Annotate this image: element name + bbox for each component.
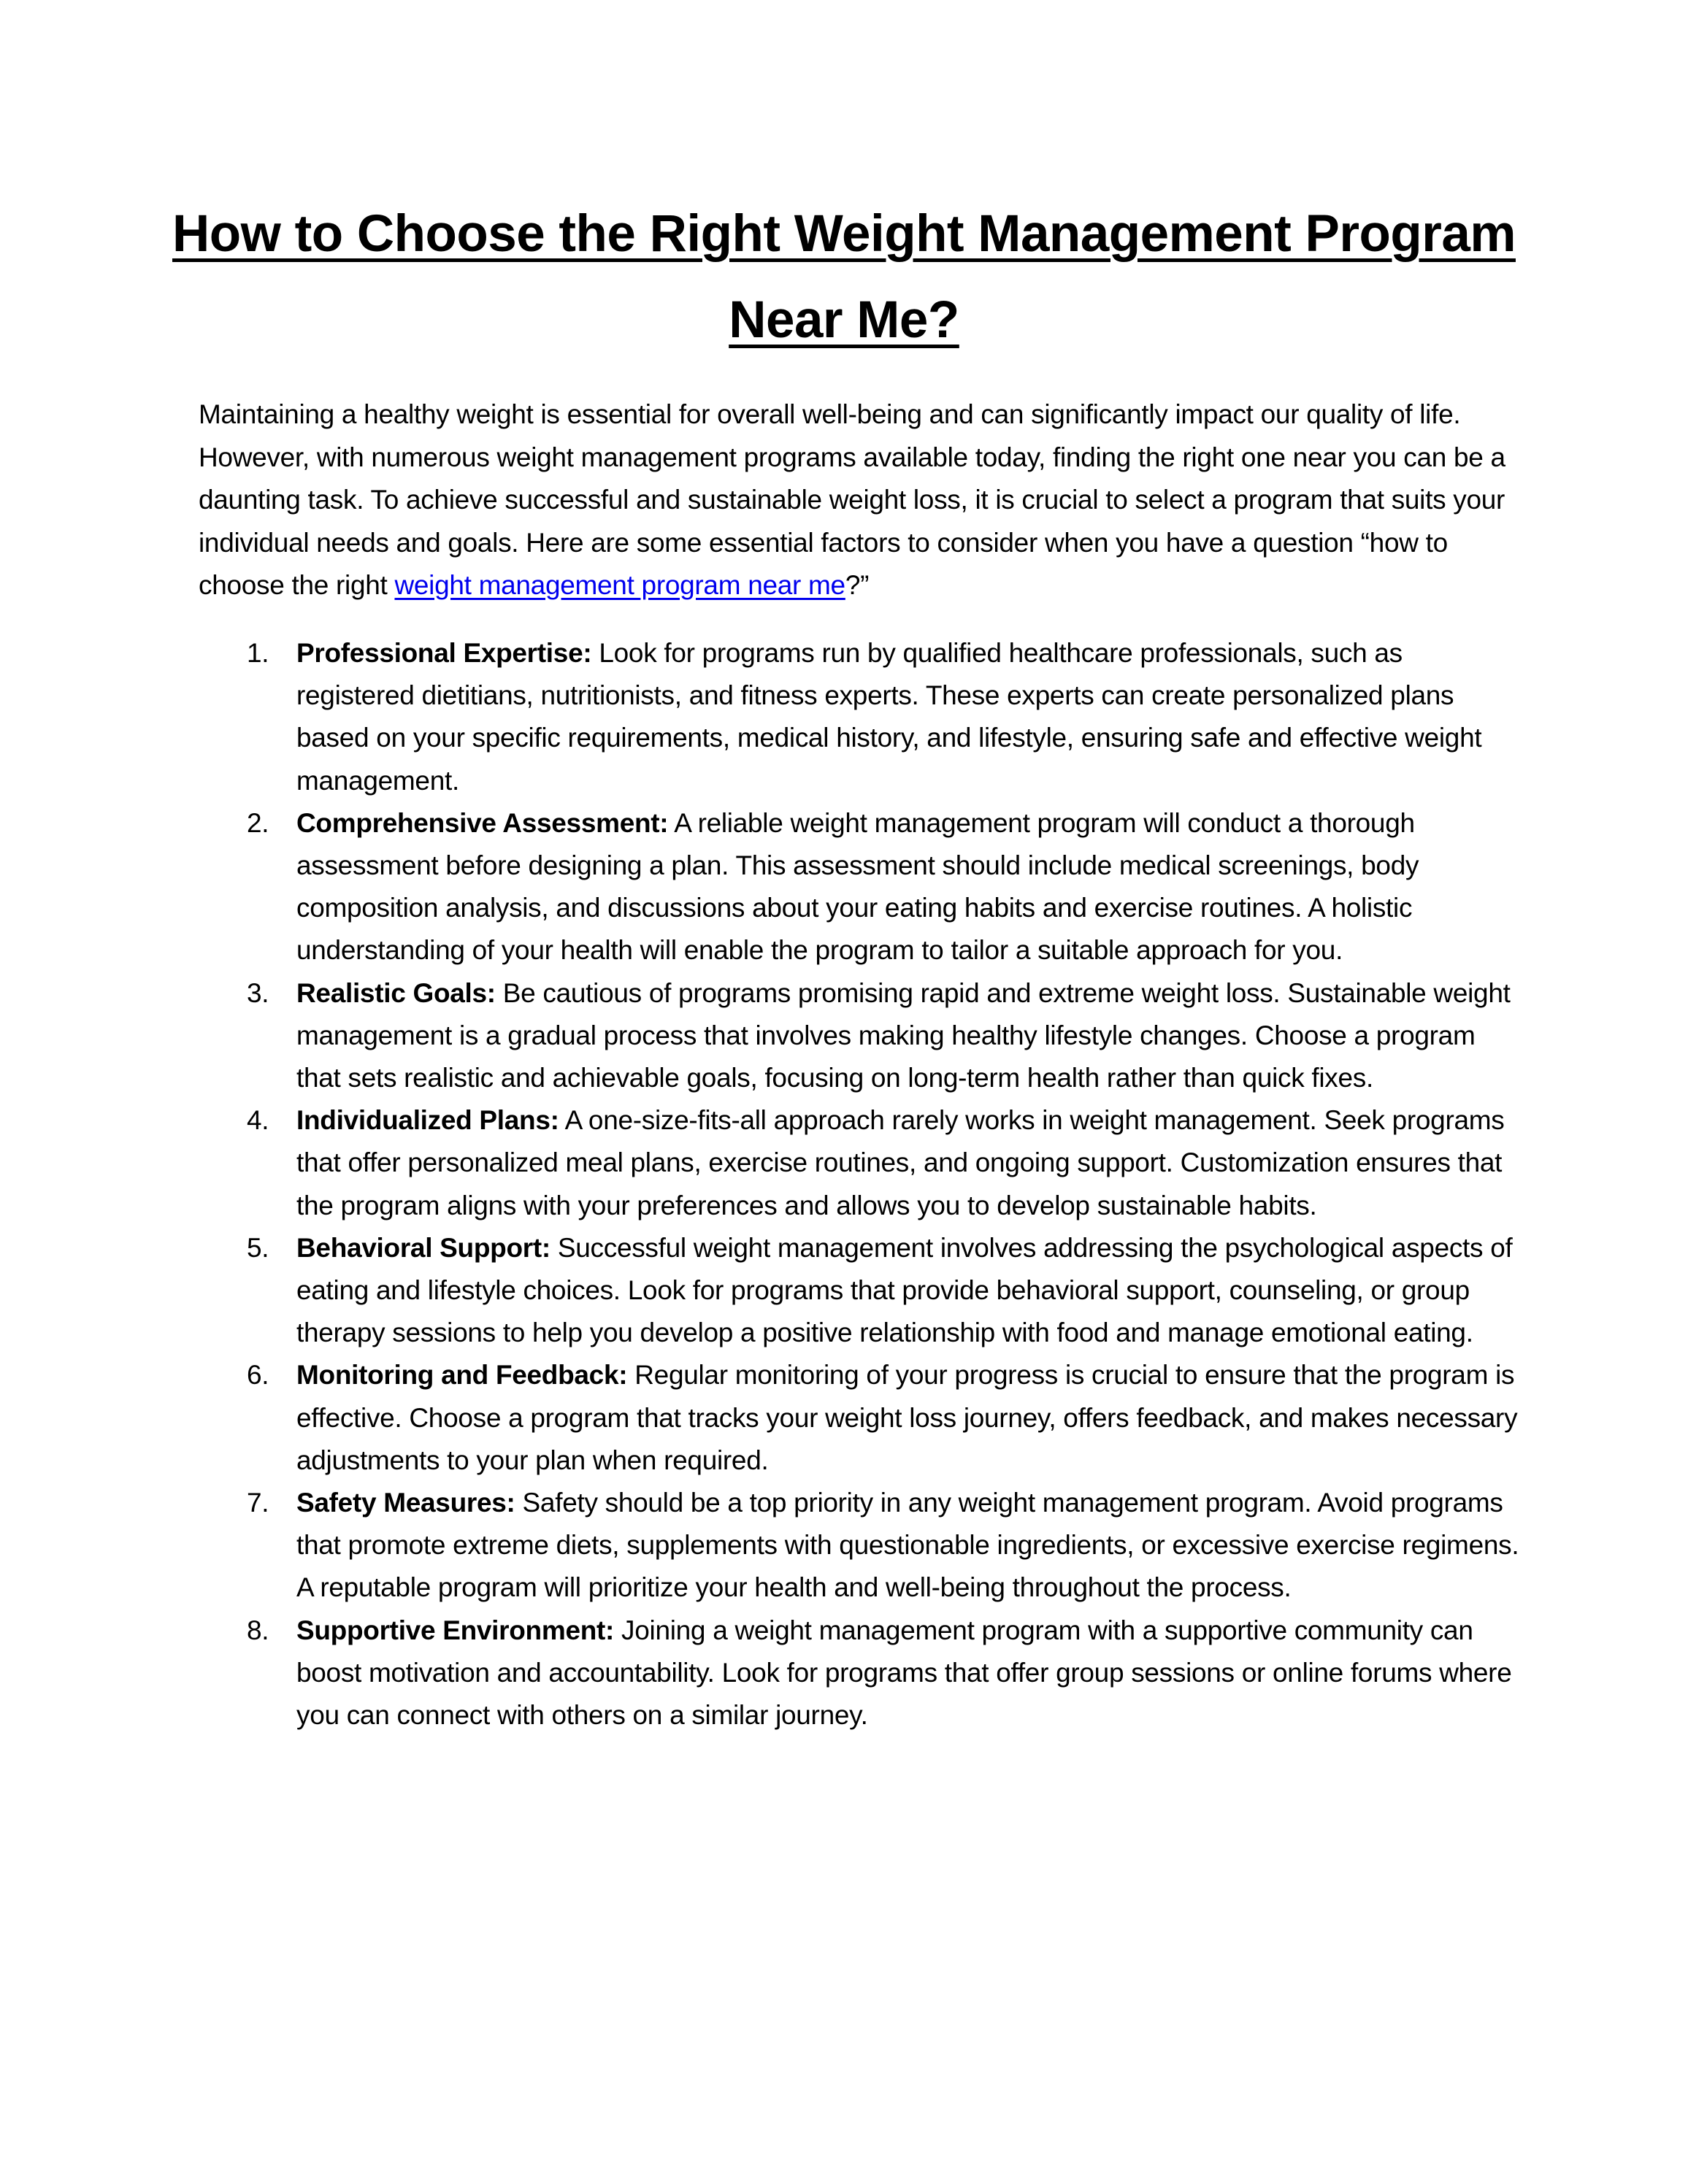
- list-item-body: A one-size-fits-all approach rarely works in weight management. Seek programs that offer personalized meal plans, exercise routines, and ongoing support. Customization ensures that the program aligns with your preferences and allows you to develop sustainable habits.: [296, 1105, 1505, 1220]
- page-title: How to Choose the Right Weight Management Program Near Me?: [172, 205, 1516, 349]
- list-item-supportive-environment: [199, 1610, 1520, 1737]
- list-item-number: 3.: [247, 977, 269, 1008]
- list-item-heading: Behavioral Support:: [296, 1232, 550, 1263]
- list-item-heading: Individualized Plans:: [296, 1105, 559, 1136]
- list-item-professional-expertise: [199, 632, 1520, 802]
- list-item-number: 5.: [247, 1232, 269, 1263]
- list-item-comprehensive-assessment: [199, 802, 1520, 972]
- weight-management-program-link[interactable]: weight management program near me: [394, 570, 845, 600]
- list-item-number: 6.: [247, 1360, 269, 1391]
- list-item-heading: Comprehensive Assessment:: [296, 807, 669, 838]
- list-item-realistic-goals: [199, 972, 1520, 1100]
- list-item-behavioral-support: [199, 1227, 1520, 1355]
- list-item-number: 8.: [247, 1615, 269, 1645]
- list-item-heading: Realistic Goals:: [296, 977, 496, 1008]
- list-item-number: 2.: [247, 807, 269, 838]
- list-item-number: 4.: [247, 1105, 269, 1136]
- list-item-body: Safety should be a top priority in any weight management program. Avoid programs that promote extreme diets, supplements with questionable ingredients, or excessive exercise regimens. A reputable program will prioritize your health and well-being throughout the process.: [296, 1488, 1519, 1603]
- list-item-number: 1.: [247, 638, 269, 668]
- intro-text-after-link: ?”: [845, 570, 870, 600]
- list-item-monitoring-and-feedback: [199, 1354, 1520, 1482]
- list-item-heading: Monitoring and Feedback:: [296, 1360, 628, 1391]
- list-item-safety-measures: [199, 1482, 1520, 1610]
- list-item-body: Regular monitoring of your progress is crucial to ensure that the program is effective. Choose a program that tracks your weight loss journey, offers feedback, and makes necessary adjustments to your plan when required.: [296, 1360, 1518, 1475]
- list-item-heading: Safety Measures:: [296, 1488, 515, 1518]
- list-item-body: Be cautious of programs promising rapid and extreme weight loss. Sustainable weight management is a gradual process that involves making healthy lifestyle changes. Choose a program that sets realistic and achievable goals, focusing on long-term health rather than quick fixes.: [296, 977, 1511, 1093]
- list-item-number: 7.: [247, 1488, 269, 1518]
- list-item-heading: Professional Expertise:: [296, 638, 592, 668]
- list-item-body: Successful weight management involves addressing the psychological aspects of eating and lifestyle choices. Look for programs that provide behavioral support, counseling, or group therapy sessions to help you develop a positive relationship with food and manage emotional eating.: [296, 1232, 1513, 1348]
- intro-paragraph: [199, 393, 1520, 607]
- list-item-body: Look for programs run by qualified healthcare professionals, such as registered dietitians, nutritionists, and fitness experts. These experts can create personalized plans based on your specific requirements, medical history, and lifestyle, ensuring safe and effective weight management.: [296, 638, 1482, 796]
- list-item-individualized-plans: [199, 1099, 1520, 1227]
- factors-list: [199, 632, 1520, 1737]
- intro-text-before-link: Maintaining a healthy weight is essential for overall well-being and can significantly impact our quality of life. However, with numerous weight management programs available today, finding the right one near you can be a daunting task. To achieve successful and sustainable weight loss, it is crucial to select a program that suits your individual needs and goals. Here are some essential factors to consider when you have a question “how to choose the right: [199, 399, 1505, 600]
- list-item-body: A reliable weight management program will conduct a thorough assessment before designing a plan. This assessment should include medical screenings, body composition analysis, and discussions about your eating habits and exercise routines. A holistic understanding of your health will enable the program to tailor a suitable approach for you.: [296, 807, 1419, 966]
- list-item-body: Joining a weight management program with a supportive community can boost motivation and accountability. Look for programs that offer group sessions or online forums where you can connect with others on a similar journey.: [296, 1615, 1512, 1731]
- list-item-heading: Supportive Environment:: [296, 1615, 615, 1645]
